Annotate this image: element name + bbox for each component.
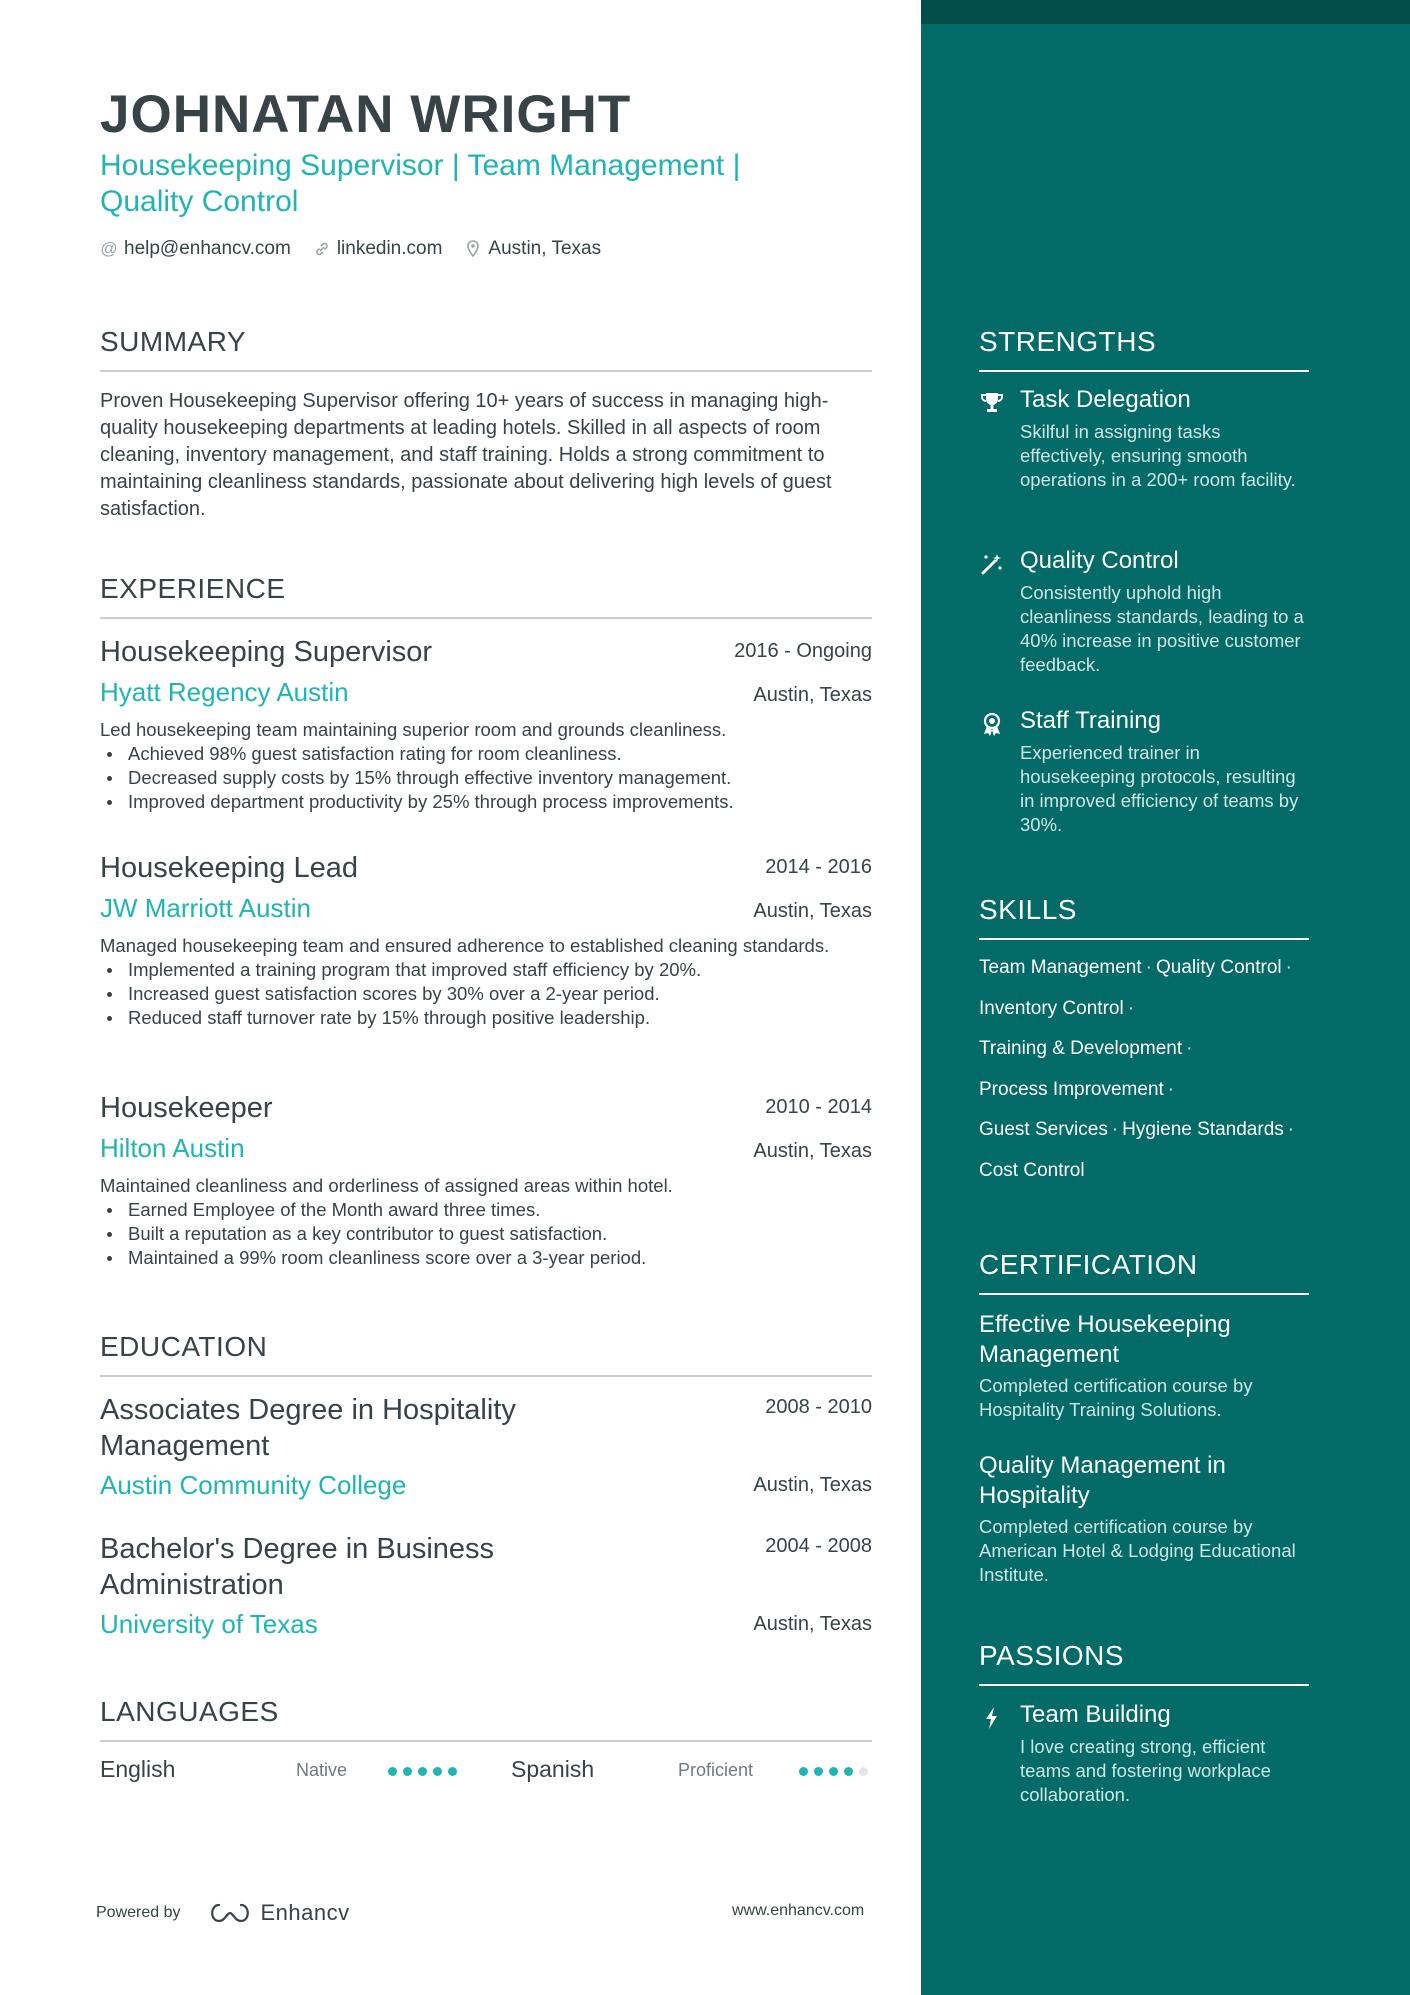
proficiency-dot-filled [844,1767,853,1776]
skill-line [979,1157,1359,1198]
proficiency-dot-filled [403,1767,412,1776]
skill-line [979,1116,1359,1157]
strength-description: Experienced trainer in housekeeping protocols, resulting in improved efficiency of teams by 30%. [1020,742,1299,835]
proficiency-dot-filled [829,1767,838,1776]
job-bullets [100,742,872,814]
footer-powered [96,1900,350,1926]
experience-item [100,636,872,814]
experience-item [100,852,872,1030]
enhancv-logo-icon [207,1902,253,1924]
job-company: Hilton Austin [100,1133,245,1163]
sidebar-top-bar [921,0,1410,24]
edu-date: 2004 - 2008 [765,1535,872,1557]
linkedin-text: linkedin.com [336,238,443,259]
edu-location: Austin, Texas [753,1474,872,1496]
language-name: English [100,1756,176,1782]
education-item [100,1392,872,1501]
skill-tag: Inventory Control [979,997,1124,1019]
job-company: Hyatt Regency Austin [100,677,349,707]
job-bullet: Maintained a 99% room cleanliness score over a 3-year period. [100,1246,872,1270]
footer-url[interactable]: www.enhancv.com [732,1902,865,1919]
skill-separator: · [1287,1119,1295,1140]
skill-separator: · [1285,957,1292,978]
brand-name: Enhancv [260,1900,350,1925]
location-text: Austin, Texas [488,238,602,259]
edu-date: 2008 - 2010 [765,1396,872,1418]
bolt-icon [979,1705,1007,1733]
passion-title: Team Building [1020,1701,1171,1728]
job-role: Housekeeping Lead [100,852,358,884]
contact-location [464,238,601,260]
skill-separator: · [1127,997,1135,1019]
job-bullet: Decreased supply costs by 15% through effective inventory management. [100,766,872,790]
education-item [100,1531,872,1640]
job-location: Austin, Texas [753,1140,872,1162]
at-icon: @ [100,239,118,258]
strengths-heading: STRENGTHS [979,326,1309,372]
job-date: 2010 - 2014 [765,1096,872,1118]
enhancv-logo[interactable] [207,1900,350,1926]
skill-separator: · [1145,957,1152,978]
job-bullets [100,1198,872,1270]
skill-tag: Process Improvement [979,1078,1164,1100]
cert-title: Quality Management in Hospitality [979,1452,1226,1509]
strength-title: Quality Control [1020,547,1179,574]
passion-description: I love creating strong, efficient teams and fostering workplace collaboration. [1020,1736,1271,1805]
job-location: Austin, Texas [753,900,872,922]
skill-tag: Cost Control [979,1159,1085,1181]
job-bullet: Improved department productivity by 25% through process improvements. [100,790,872,814]
proficiency-dot-empty [859,1767,868,1776]
job-date: 2016 - Ongoing [734,640,872,662]
magic-wand-icon [979,551,1007,579]
passions-heading: PASSIONS [979,1640,1309,1686]
job-bullet: Implemented a training program that improved staff efficiency by 20%. [100,958,872,982]
strength-description: Consistently uphold high cleanliness standards, leading to a 40% increase in positive customer feedback. [1020,582,1304,675]
experience-item [100,1092,872,1270]
skill-line [979,995,1359,1036]
skill-tag: Guest Services [979,1119,1108,1140]
strength-title: Staff Training [1020,707,1161,734]
location-pin-icon [464,240,482,258]
award-icon [979,711,1007,739]
skill-line [979,954,1359,995]
job-location: Austin, Texas [753,684,872,706]
trophy-icon [979,390,1007,418]
strength-item [979,547,1309,677]
passion-item [979,1701,1309,1807]
job-bullet: Achieved 98% guest satisfaction rating for room cleanliness. [100,742,872,766]
job-bullet: Earned Employee of the Month award three times. [100,1198,872,1222]
skill-tag: Team Management [979,957,1142,978]
edu-school: Austin Community College [100,1470,407,1500]
cert-description: Completed certification course by American Hotel & Lodging Educational Institute. [979,1516,1296,1585]
strength-item [979,707,1309,837]
job-bullet: Built a reputation as a key contributor to guest satisfaction. [100,1222,872,1246]
strength-title: Task Delegation [1020,386,1191,413]
candidate-name: JOHNATAN WRIGHT [100,85,632,144]
skill-tag: Hygiene Standards [1122,1119,1284,1140]
languages-row [100,1756,872,1786]
job-bullet: Increased guest satisfaction scores by 30% over a 2-year period. [100,982,872,1006]
skills-heading: SKILLS [979,894,1309,940]
sidebar [921,0,1410,1995]
edu-degree: Bachelor's Degree in Business Administration [100,1533,495,1601]
skills-list [979,954,1359,1197]
skill-line [979,1035,1359,1076]
candidate-title: Housekeeping Supervisor | Team Management | Quality Control [100,149,741,218]
cert-description: Completed certification course by Hospitality Training Solutions. [979,1375,1253,1420]
summary-heading: SUMMARY [100,326,872,372]
email-text: help@enhancv.com [124,238,291,259]
edu-school: University of Texas [100,1609,318,1639]
skill-separator: · [1186,1038,1193,1059]
job-role: Housekeeping Supervisor [100,636,433,668]
job-description: Managed housekeeping team and ensured adherence to established cleaning standards. [100,935,830,956]
certification-item [979,1310,1309,1422]
proficiency-dot-filled [433,1767,442,1776]
strength-description: Skilful in assigning tasks effectively, ensuring smooth operations in a 200+ room facility. [1020,421,1296,490]
language-level: Native [296,1760,348,1780]
proficiency-dot-filled [814,1767,823,1776]
language-dots [388,1767,457,1776]
link-icon [313,241,331,257]
language-name: Spanish [511,1756,595,1782]
job-role: Housekeeper [100,1092,273,1124]
summary-text: Proven Housekeeping Supervisor offering 10+ years of success in managing high-quality housekeeping departments at leading hotels. Skilled in all aspects of room cleaning, inventory management, and staff training. Holds a strong commitment to maintaining cleanliness standards, passionate about delivering high levels of guest satisfaction. [100,390,832,520]
proficiency-dot-filled [388,1767,397,1776]
cert-title: Effective Housekeeping Management [979,1311,1231,1368]
job-description: Led housekeeping team maintaining superior room and grounds cleanliness. [100,719,727,740]
language-level: Proficient [678,1760,754,1780]
skill-separator: · [1111,1119,1119,1140]
certification-item [979,1451,1309,1587]
skill-line [979,1076,1359,1117]
experience-heading: EXPERIENCE [100,573,872,619]
job-date: 2014 - 2016 [765,856,872,878]
edu-degree: Associates Degree in Hospitality Management [100,1394,516,1462]
job-description: Maintained cleanliness and orderliness of assigned areas within hotel. [100,1175,673,1196]
job-bullets [100,958,872,1030]
powered-by-text: Powered by [96,1904,181,1921]
skill-tag: Quality Control [1155,957,1282,978]
contact-linkedin[interactable] [313,238,443,260]
job-company: JW Marriott Austin [100,893,311,923]
skill-tag: Training & Development [979,1038,1183,1059]
proficiency-dot-filled [418,1767,427,1776]
proficiency-dot-filled [448,1767,457,1776]
education-heading: EDUCATION [100,1331,872,1377]
languages-heading: LANGUAGES [100,1696,872,1742]
job-bullet: Reduced staff turnover rate by 15% through positive leadership. [100,1006,872,1030]
contact-bar [100,238,601,260]
certification-heading: CERTIFICATION [979,1249,1309,1295]
proficiency-dot-filled [799,1767,808,1776]
strength-item [979,386,1309,492]
edu-location: Austin, Texas [753,1613,872,1635]
language-dots [799,1767,868,1776]
contact-email[interactable] [100,238,291,260]
skill-separator: · [1167,1078,1175,1100]
